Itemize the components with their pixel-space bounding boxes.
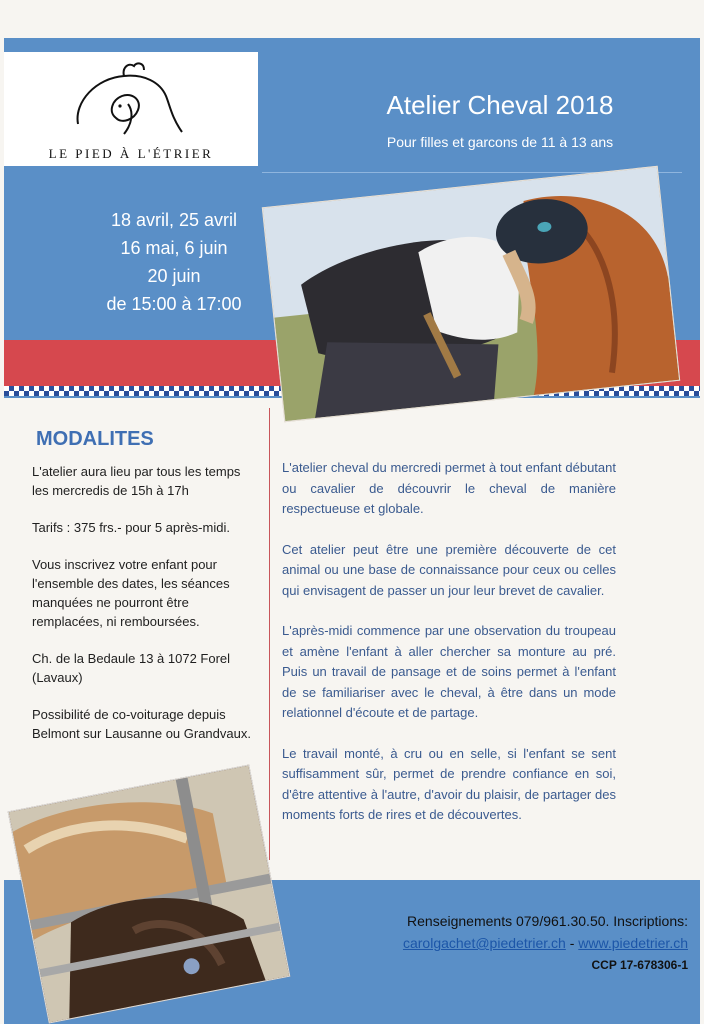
contact-block xyxy=(300,910,688,976)
date-line: 16 mai, 6 juin xyxy=(120,238,228,258)
modalites-carpool: Possibilité de co-voiturage depuis Belmont sur Lausanne ou Grandvaux. xyxy=(32,707,251,741)
photo-illustration xyxy=(9,766,289,1023)
description-text xyxy=(282,458,616,846)
photo-horses-at-fence xyxy=(8,765,291,1024)
description-paragraph: Cet atelier peut être une première découverte de cet animal ou une base de connaissance pour ceux ou celles qui envisagent de passer un jour leur brevet de cavalier. xyxy=(282,541,616,598)
page-subtitle: Pour filles et garcons de 11 à 13 ans xyxy=(386,134,614,150)
modalites-registration: Vous inscrivez votre enfant pour l'ensemble des dates, les séances manquées ne pourront être remplacées, ni remboursées. xyxy=(32,557,230,629)
logo xyxy=(4,52,258,166)
date-line: 18 avril, 25 avril xyxy=(110,210,238,230)
column-divider xyxy=(269,408,270,860)
description-paragraph: L'après-midi commence par une observation du troupeau et amène l'enfant à aller chercher sa monture au pré. Puis un travail de pansage et de soins permet à l'enfant de se familiariser avec le cheval, à être dans un mode relationnel d'écoute et de partage. xyxy=(282,623,616,720)
contact-links xyxy=(300,932,688,954)
logo-text: LE PIED À L'ÉTRIER xyxy=(48,146,214,161)
time-line: de 15:00 à 17:00 xyxy=(106,294,242,314)
page-title: Atelier Cheval 2018 xyxy=(386,90,614,120)
description-paragraph: L'atelier cheval du mercredi permet à tout enfant débutant ou cavalier de découvrir le cheval de manière respectueuse et globale. xyxy=(282,460,616,516)
photo-child-hugging-horse xyxy=(262,166,680,422)
modalites-list xyxy=(32,462,260,761)
ccp-number: CCP 17-678306-1 xyxy=(591,958,688,972)
modalites-heading: MODALITES xyxy=(36,428,154,450)
contact-info: Renseignements 079/961.30.50. Inscriptions: xyxy=(407,913,688,929)
link-separator: - xyxy=(565,935,579,951)
date-line: 20 juin xyxy=(147,266,201,286)
modalites-address: Ch. de la Bedaule 13 à 1072 Forel (Lavaux) xyxy=(32,651,231,685)
photo-illustration xyxy=(263,167,679,421)
horse-head-logo-icon xyxy=(4,52,258,144)
modalites-price: Tarifs : 375 frs.- pour 5 après-midi. xyxy=(32,520,230,535)
website-link[interactable]: www.piedetrier.ch xyxy=(578,935,688,951)
description-paragraph: Le travail monté, à cru ou en selle, si l'enfant se sent suffisamment sûr, permet de prendre confiance en soi, d'être attentive à l'autre, d'avoir du plaisir, de partager des moments forts de rires et de découvertes. xyxy=(282,745,616,822)
modalites-schedule: L'atelier aura lieu par tous les temps les mercredis de 15h à 17h xyxy=(32,464,241,498)
email-link[interactable]: carolgachet@piedetrier.ch xyxy=(402,935,566,951)
dates-block xyxy=(60,206,288,318)
